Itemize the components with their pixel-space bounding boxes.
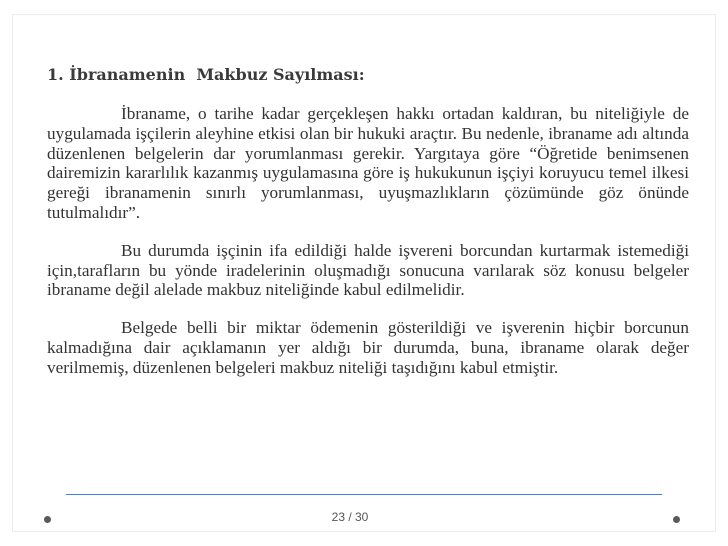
- page-number: 23 / 30: [331, 510, 369, 524]
- footer-divider: [66, 494, 662, 495]
- slide-content: [47, 64, 689, 396]
- footer-dot-left-icon: [44, 516, 51, 523]
- footer-dot-right-icon: [673, 516, 680, 523]
- paragraph-3: Belgede belli bir miktar ödemenin gösterildiği ve işverenin hiçbir borcunun kalmadığına dair açıklamanın yer aldığı bir durumda, buna, ibraname olarak değer verilmemiş, düzenlenen belgeleri makbuz niteliği taşıdığını kabul etmiştir.: [47, 318, 689, 377]
- paragraph-1: İbraname, o tarihe kadar gerçekleşen hakkı ortadan kaldıran, bu niteliğiyle de uygulamada işçilerin aleyhine etkisi olan bir hukuki araçtır. Bu nedenle, ibraname adı altında düzenlenen belgelerin dar yorumlanması gerekir. Yargıtaya göre “Öğretide benimsenen dairemizin kararlılık kazanmış uygulamasına göre iş hukukunun işçiyi koruyucu temel ilkesi gereği ibranamenin sınırlı yorumlanması, uyuşmazlıkların çözümünde göz önünde tutulmalıdır”.: [47, 104, 689, 222]
- slide-heading: 1. İbranamenin Makbuz Sayılması:: [47, 65, 365, 84]
- paragraph-2: Bu durumda işçinin ifa edildiği halde işvereni borcundan kurtarmak istemediği için,tarafların bu yönde iradelerinin oluşmadığı sonucuna varılarak söz konusu belgeler ibraname değil alelade makbuz niteliğinde kabul edilmelidir.: [47, 240, 689, 300]
